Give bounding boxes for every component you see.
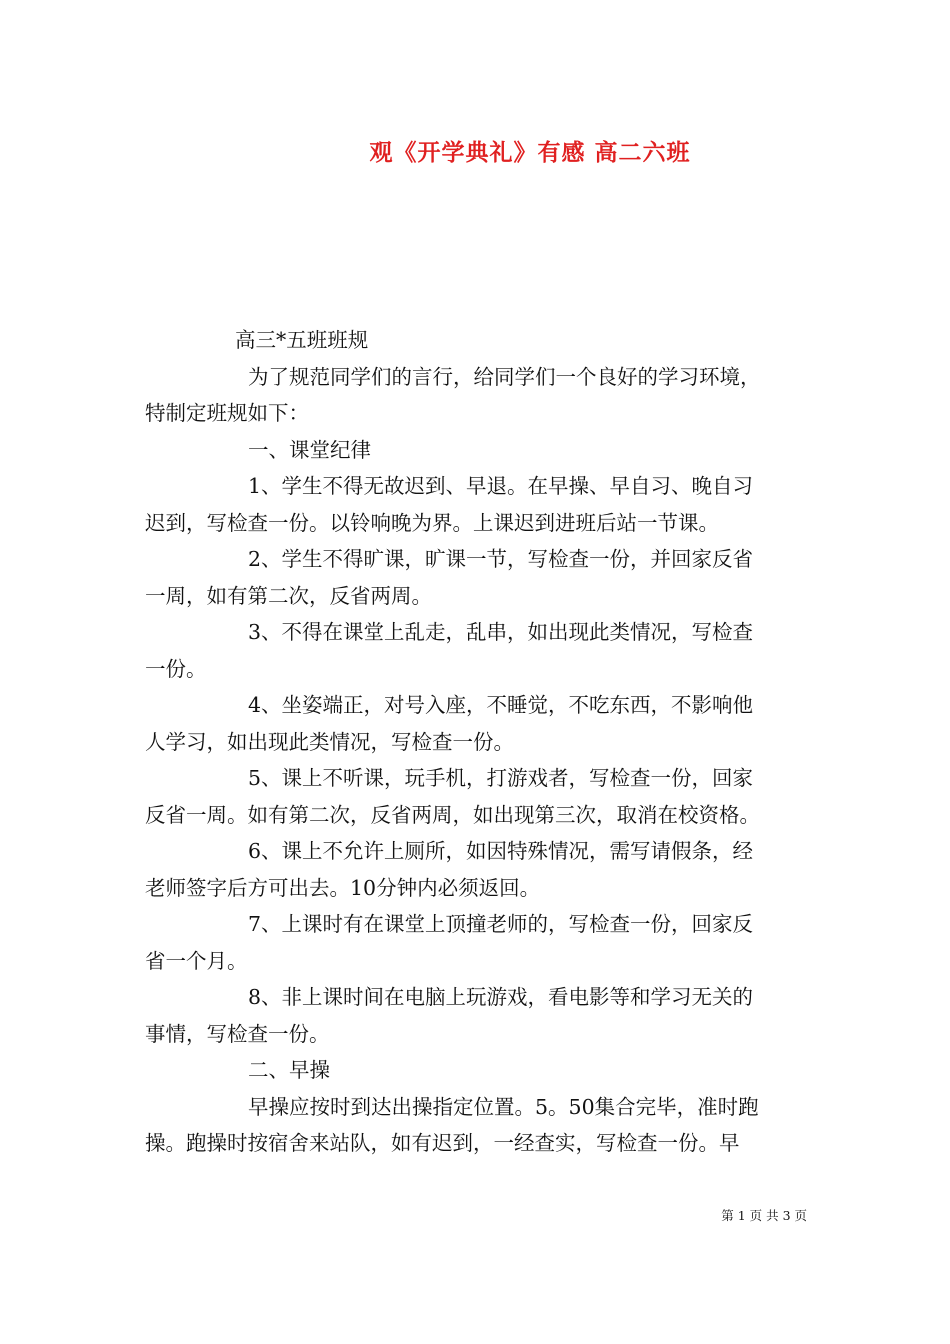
paragraph-line: 为了规范同学们的言行，给同学们一个良好的学习环境， [248,364,761,389]
paragraph-line: 反省一周。如有第二次，反省两周，如出现第三次，取消在校资格。 [145,802,760,827]
paragraph-line: 迟到，写检查一份。以铃响晚为界。上课迟到进班后站一节课。 [145,510,719,535]
paragraph-line: 1、学生不得无故迟到、早退。在早操、早自习、晚自习 [248,474,754,498]
paragraph-line: 5、课上不听课，玩手机，打游戏者，写检查一份，回家 [248,766,754,790]
paragraph-line: 3、不得在课堂上乱走，乱串，如出现此类情况，写检查 [248,620,754,644]
paragraph-line: 7、上课时有在课堂上顶撞老师的，写检查一份，回家反 [248,912,754,936]
page-title: 观《开学典礼》有感 高二六班 [369,139,691,166]
paragraph-line: 6、课上不允许上厕所，如因特殊情况，需写请假条，经 [248,839,754,863]
paragraph-line: 特制定班规如下： [145,401,309,425]
section-heading-morning-exercise: 二、早操 [248,1058,330,1082]
paragraph-line: 8、非上课时间在电脑上玩游戏，看电影等和学习无关的 [248,985,754,1009]
paragraph-line: 事情，写检查一份。 [145,1021,330,1046]
class-rules-heading: 高三*五班班规 [235,328,369,352]
paragraph-line: 一份。 [145,656,207,681]
paragraph-line: 一周，如有第二次，反省两周。 [145,583,432,608]
paragraph-line: 4、坐姿端正，对号入座，不睡觉，不吃东西，不影响他 [248,693,754,717]
document-body [145,322,809,1162]
page-footer: 第 1 页 共 3 页 [721,1208,807,1223]
paragraph-line: 人学习，如出现此类情况，写检查一份。 [145,729,514,754]
paragraph-line: 早操应按时到达出操指定位置。5。50集合完毕，准时跑 [248,1094,759,1119]
paragraph-line: 省一个月。 [145,948,248,973]
paragraph-line: 老师签字后方可出去。10分钟内必须返回。 [145,875,541,900]
paragraph-line: 2、学生不得旷课，旷课一节，写检查一份，并回家反省 [248,547,754,571]
section-heading-classroom: 一、课堂纪律 [248,437,371,462]
paragraph-line: 操。跑操时按宿舍来站队，如有迟到，一经查实，写检查一份。早 [145,1131,740,1155]
